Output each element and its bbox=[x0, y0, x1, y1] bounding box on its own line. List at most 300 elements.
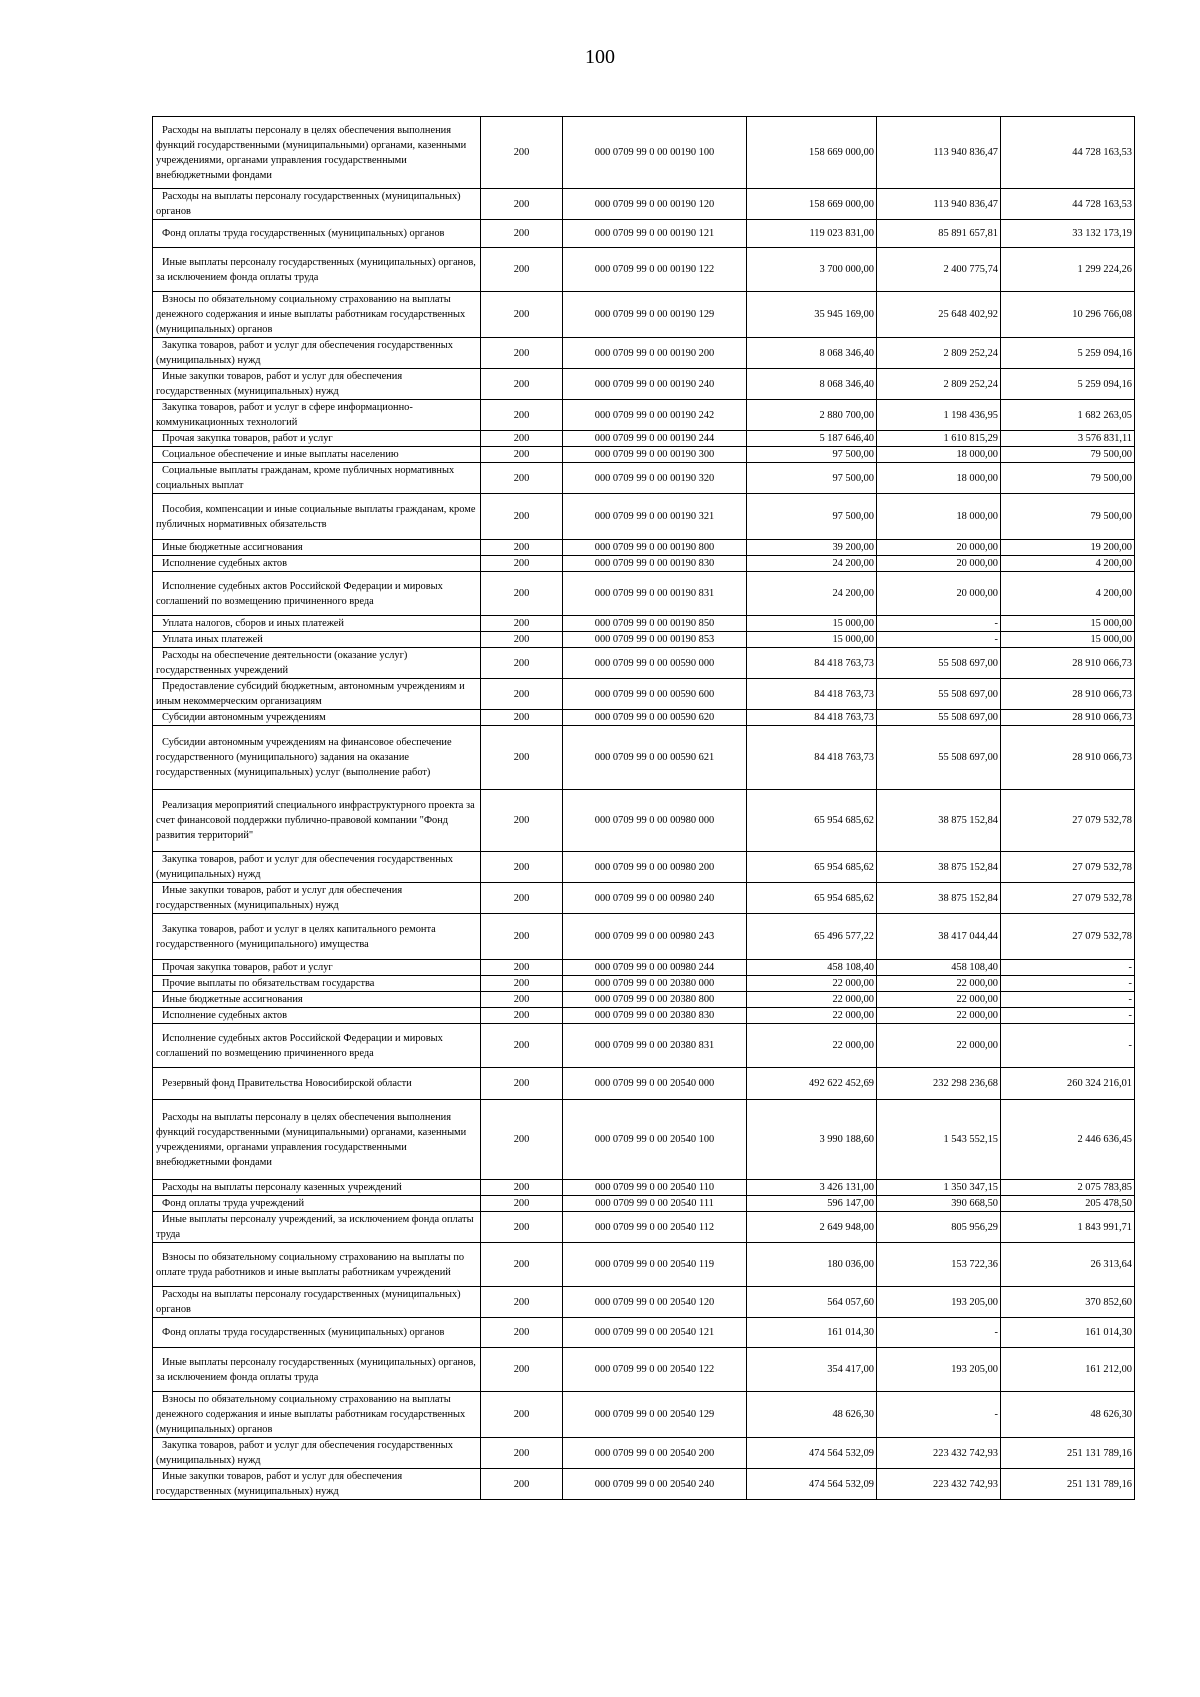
table-row bbox=[153, 852, 1135, 883]
row-line-code-cell: 200 bbox=[481, 1348, 563, 1392]
row-line-code-cell: 200 bbox=[481, 914, 563, 960]
row-executed-amount-cell: 223 432 742,93 bbox=[877, 1469, 1001, 1500]
row-executed-amount-cell: 55 508 697,00 bbox=[877, 648, 1001, 679]
row-executed-amount-cell: 2 809 252,24 bbox=[877, 338, 1001, 369]
row-line-code-cell: 200 bbox=[481, 431, 563, 447]
row-executed-amount-cell: - bbox=[877, 1392, 1001, 1438]
row-approved-amount-cell: 65 954 685,62 bbox=[747, 883, 877, 914]
table-row bbox=[153, 914, 1135, 960]
row-name-cell bbox=[153, 648, 481, 679]
row-line-code-cell: 200 bbox=[481, 572, 563, 616]
row-approved-amount-cell: 492 622 452,69 bbox=[747, 1068, 877, 1100]
row-budget-code-cell: 000 0709 99 0 00 00190 830 bbox=[563, 556, 747, 572]
row-name-cell bbox=[153, 572, 481, 616]
row-executed-amount-cell: 55 508 697,00 bbox=[877, 679, 1001, 710]
table-row bbox=[153, 1392, 1135, 1438]
row-name-cell bbox=[153, 292, 481, 338]
row-executed-amount-cell: 55 508 697,00 bbox=[877, 710, 1001, 726]
row-unexecuted-amount-cell: - bbox=[1001, 1008, 1135, 1024]
row-approved-amount-cell: 22 000,00 bbox=[747, 992, 877, 1008]
row-line-code-cell: 200 bbox=[481, 494, 563, 540]
row-line-code-cell: 200 bbox=[481, 369, 563, 400]
row-name-cell bbox=[153, 400, 481, 431]
table-row bbox=[153, 710, 1135, 726]
row-line-code-cell: 200 bbox=[481, 1100, 563, 1180]
row-executed-amount-cell: 22 000,00 bbox=[877, 1024, 1001, 1068]
row-budget-code-cell: 000 0709 99 0 00 00190 800 bbox=[563, 540, 747, 556]
row-line-code-cell: 200 bbox=[481, 1068, 563, 1100]
row-executed-amount-cell: - bbox=[877, 616, 1001, 632]
row-name-text: Иные закупки товаров, работ и услуг для обеспечения государственных (муниципальных) нужд bbox=[156, 371, 403, 397]
row-name-text: Уплата налогов, сборов и иных платежей bbox=[162, 618, 344, 629]
row-budget-code-cell: 000 0709 99 0 00 20540 119 bbox=[563, 1243, 747, 1287]
row-name-cell bbox=[153, 1068, 481, 1100]
row-unexecuted-amount-cell: 27 079 532,78 bbox=[1001, 852, 1135, 883]
row-name-cell bbox=[153, 960, 481, 976]
row-unexecuted-amount-cell: 27 079 532,78 bbox=[1001, 914, 1135, 960]
table-row bbox=[153, 338, 1135, 369]
row-approved-amount-cell: 22 000,00 bbox=[747, 1008, 877, 1024]
row-approved-amount-cell: 24 200,00 bbox=[747, 556, 877, 572]
row-unexecuted-amount-cell: 251 131 789,16 bbox=[1001, 1438, 1135, 1469]
row-name-cell bbox=[153, 1438, 481, 1469]
row-name-text: Прочая закупка товаров, работ и услуг bbox=[162, 433, 333, 444]
row-name-text: Реализация мероприятий специального инфраструктурного проекта за счет финансовой поддержки публично-правовой компании "Фонд развития территорий" bbox=[156, 800, 475, 841]
row-name-cell bbox=[153, 852, 481, 883]
row-unexecuted-amount-cell: 79 500,00 bbox=[1001, 494, 1135, 540]
row-budget-code-cell: 000 0709 99 0 00 00190 831 bbox=[563, 572, 747, 616]
table-row bbox=[153, 1068, 1135, 1100]
row-line-code-cell: 200 bbox=[481, 1212, 563, 1243]
row-executed-amount-cell: 22 000,00 bbox=[877, 992, 1001, 1008]
row-unexecuted-amount-cell: 161 212,00 bbox=[1001, 1348, 1135, 1392]
row-approved-amount-cell: 458 108,40 bbox=[747, 960, 877, 976]
row-approved-amount-cell: 97 500,00 bbox=[747, 463, 877, 494]
table-row bbox=[153, 400, 1135, 431]
row-line-code-cell: 200 bbox=[481, 1243, 563, 1287]
row-name-cell bbox=[153, 1469, 481, 1500]
row-unexecuted-amount-cell: 1 299 224,26 bbox=[1001, 248, 1135, 292]
row-budget-code-cell: 000 0709 99 0 00 00190 122 bbox=[563, 248, 747, 292]
table-row bbox=[153, 220, 1135, 248]
row-budget-code-cell: 000 0709 99 0 00 20540 240 bbox=[563, 1469, 747, 1500]
row-executed-amount-cell: 1 198 436,95 bbox=[877, 400, 1001, 431]
row-line-code-cell: 200 bbox=[481, 648, 563, 679]
row-approved-amount-cell: 8 068 346,40 bbox=[747, 369, 877, 400]
table-row bbox=[153, 431, 1135, 447]
row-line-code-cell: 200 bbox=[481, 883, 563, 914]
row-budget-code-cell: 000 0709 99 0 00 00190 321 bbox=[563, 494, 747, 540]
row-unexecuted-amount-cell: 15 000,00 bbox=[1001, 616, 1135, 632]
row-unexecuted-amount-cell: 161 014,30 bbox=[1001, 1318, 1135, 1348]
row-name-text: Иные закупки товаров, работ и услуг для обеспечения государственных (муниципальных) нужд bbox=[156, 1471, 403, 1497]
row-unexecuted-amount-cell: 1 843 991,71 bbox=[1001, 1212, 1135, 1243]
row-executed-amount-cell: 1 543 552,15 bbox=[877, 1100, 1001, 1180]
table-row bbox=[153, 679, 1135, 710]
row-line-code-cell: 200 bbox=[481, 790, 563, 852]
row-line-code-cell: 200 bbox=[481, 338, 563, 369]
row-line-code-cell: 200 bbox=[481, 1287, 563, 1318]
row-name-text: Иные закупки товаров, работ и услуг для обеспечения государственных (муниципальных) нужд bbox=[156, 885, 403, 911]
row-line-code-cell: 200 bbox=[481, 976, 563, 992]
row-approved-amount-cell: 474 564 532,09 bbox=[747, 1469, 877, 1500]
row-budget-code-cell: 000 0709 99 0 00 00190 240 bbox=[563, 369, 747, 400]
row-unexecuted-amount-cell: 5 259 094,16 bbox=[1001, 369, 1135, 400]
row-approved-amount-cell: 2 649 948,00 bbox=[747, 1212, 877, 1243]
row-executed-amount-cell: 1 610 815,29 bbox=[877, 431, 1001, 447]
row-budget-code-cell: 000 0709 99 0 00 00190 120 bbox=[563, 189, 747, 220]
row-line-code-cell: 200 bbox=[481, 117, 563, 189]
row-approved-amount-cell: 39 200,00 bbox=[747, 540, 877, 556]
row-unexecuted-amount-cell: - bbox=[1001, 1024, 1135, 1068]
row-name-text: Пособия, компенсации и иные социальные выплаты гражданам, кроме публичных нормативных обязательств bbox=[156, 503, 476, 530]
row-name-text: Взносы по обязательному социальному страхованию на выплаты денежного содержания и иные выплаты работникам государственных (муниципальных) органов bbox=[156, 1394, 466, 1435]
row-approved-amount-cell: 161 014,30 bbox=[747, 1318, 877, 1348]
row-name-text: Иные бюджетные ассигнования bbox=[162, 994, 303, 1005]
row-line-code-cell: 200 bbox=[481, 220, 563, 248]
row-executed-amount-cell: 805 956,29 bbox=[877, 1212, 1001, 1243]
row-line-code-cell: 200 bbox=[481, 1392, 563, 1438]
table-row bbox=[153, 632, 1135, 648]
row-unexecuted-amount-cell: 48 626,30 bbox=[1001, 1392, 1135, 1438]
row-line-code-cell: 200 bbox=[481, 852, 563, 883]
row-name-cell bbox=[153, 369, 481, 400]
row-budget-code-cell: 000 0709 99 0 00 20540 200 bbox=[563, 1438, 747, 1469]
row-line-code-cell: 200 bbox=[481, 726, 563, 790]
row-budget-code-cell: 000 0709 99 0 00 00190 242 bbox=[563, 400, 747, 431]
row-name-cell bbox=[153, 1100, 481, 1180]
row-executed-amount-cell: 223 432 742,93 bbox=[877, 1438, 1001, 1469]
budget-execution-table bbox=[152, 116, 1135, 1500]
row-name-text: Закупка товаров, работ и услуг для обеспечения государственных (муниципальных) нужд bbox=[156, 1440, 453, 1466]
row-unexecuted-amount-cell: 1 682 263,05 bbox=[1001, 400, 1135, 431]
row-name-cell bbox=[153, 1024, 481, 1068]
table-row bbox=[153, 648, 1135, 679]
row-budget-code-cell: 000 0709 99 0 00 00590 621 bbox=[563, 726, 747, 790]
row-line-code-cell: 200 bbox=[481, 1318, 563, 1348]
row-name-text: Социальное обеспечение и иные выплаты населению bbox=[162, 449, 399, 460]
row-name-text: Расходы на выплаты персоналу в целях обеспечения выполнения функций государственными (муниципальными) органами, казенными учреждениями, органами управления государственными внебюджетными фондами bbox=[156, 124, 467, 181]
row-name-cell bbox=[153, 556, 481, 572]
row-approved-amount-cell: 48 626,30 bbox=[747, 1392, 877, 1438]
table-row bbox=[153, 726, 1135, 790]
row-line-code-cell: 200 bbox=[481, 447, 563, 463]
row-name-text: Исполнение судебных актов Российской Федерации и мировых соглашений по возмещению причиненного вреда bbox=[156, 580, 443, 607]
row-unexecuted-amount-cell: 10 296 766,08 bbox=[1001, 292, 1135, 338]
row-budget-code-cell: 000 0709 99 0 00 00190 850 bbox=[563, 616, 747, 632]
table-row bbox=[153, 248, 1135, 292]
row-name-text: Уплата иных платежей bbox=[162, 634, 263, 645]
row-approved-amount-cell: 3 426 131,00 bbox=[747, 1180, 877, 1196]
row-approved-amount-cell: 3 990 188,60 bbox=[747, 1100, 877, 1180]
row-name-text: Взносы по обязательному социальному страхованию на выплаты денежного содержания и иные выплаты работникам государственных (муниципальных) органов bbox=[156, 294, 466, 335]
row-unexecuted-amount-cell: 44 728 163,53 bbox=[1001, 117, 1135, 189]
row-name-cell bbox=[153, 679, 481, 710]
row-approved-amount-cell: 22 000,00 bbox=[747, 976, 877, 992]
row-name-text: Фонд оплаты труда государственных (муниципальных) органов bbox=[162, 1327, 445, 1338]
row-approved-amount-cell: 5 187 646,40 bbox=[747, 431, 877, 447]
row-executed-amount-cell: 38 417 044,44 bbox=[877, 914, 1001, 960]
row-name-cell bbox=[153, 1196, 481, 1212]
row-approved-amount-cell: 180 036,00 bbox=[747, 1243, 877, 1287]
row-name-cell bbox=[153, 790, 481, 852]
table-row bbox=[153, 369, 1135, 400]
row-name-text: Расходы на выплаты персоналу казенных учреждений bbox=[162, 1182, 402, 1193]
row-approved-amount-cell: 354 417,00 bbox=[747, 1348, 877, 1392]
row-line-code-cell: 200 bbox=[481, 679, 563, 710]
row-executed-amount-cell: 38 875 152,84 bbox=[877, 883, 1001, 914]
row-approved-amount-cell: 97 500,00 bbox=[747, 447, 877, 463]
row-name-text: Иные выплаты персоналу государственных (муниципальных) органов, за исключением фонда оплаты труда bbox=[156, 256, 476, 283]
row-budget-code-cell: 000 0709 99 0 00 00980 244 bbox=[563, 960, 747, 976]
row-approved-amount-cell: 158 669 000,00 bbox=[747, 189, 877, 220]
row-approved-amount-cell: 22 000,00 bbox=[747, 1024, 877, 1068]
row-approved-amount-cell: 24 200,00 bbox=[747, 572, 877, 616]
row-budget-code-cell: 000 0709 99 0 00 00590 600 bbox=[563, 679, 747, 710]
row-approved-amount-cell: 84 418 763,73 bbox=[747, 726, 877, 790]
row-line-code-cell: 200 bbox=[481, 1196, 563, 1212]
row-name-text: Закупка товаров, работ и услуг в целях капитального ремонта государственного (муниципального) имущества bbox=[156, 923, 436, 950]
row-name-cell bbox=[153, 914, 481, 960]
row-name-cell bbox=[153, 338, 481, 369]
row-name-cell bbox=[153, 431, 481, 447]
row-executed-amount-cell: 22 000,00 bbox=[877, 1008, 1001, 1024]
row-name-text: Закупка товаров, работ и услуг в сфере информационно-коммуникационных технологий bbox=[156, 402, 413, 428]
row-unexecuted-amount-cell: - bbox=[1001, 960, 1135, 976]
row-budget-code-cell: 000 0709 99 0 00 20540 120 bbox=[563, 1287, 747, 1318]
row-executed-amount-cell: 20 000,00 bbox=[877, 556, 1001, 572]
table-row bbox=[153, 1438, 1135, 1469]
row-budget-code-cell: 000 0709 99 0 00 20380 800 bbox=[563, 992, 747, 1008]
row-unexecuted-amount-cell: - bbox=[1001, 976, 1135, 992]
row-executed-amount-cell: 232 298 236,68 bbox=[877, 1068, 1001, 1100]
row-name-text: Расходы на выплаты персоналу в целях обеспечения выполнения функций государственными (муниципальными) органами, казенными учреждениями, органами управления государственными внебюджетными фондами bbox=[156, 1111, 467, 1168]
row-executed-amount-cell: 2 809 252,24 bbox=[877, 369, 1001, 400]
row-executed-amount-cell: 113 940 836,47 bbox=[877, 189, 1001, 220]
table-row bbox=[153, 447, 1135, 463]
row-budget-code-cell: 000 0709 99 0 00 20540 129 bbox=[563, 1392, 747, 1438]
row-name-text: Закупка товаров, работ и услуг для обеспечения государственных (муниципальных) нужд bbox=[156, 854, 453, 880]
table-row bbox=[153, 189, 1135, 220]
row-budget-code-cell: 000 0709 99 0 00 20540 000 bbox=[563, 1068, 747, 1100]
row-approved-amount-cell: 3 700 000,00 bbox=[747, 248, 877, 292]
row-budget-code-cell: 000 0709 99 0 00 20380 831 bbox=[563, 1024, 747, 1068]
row-unexecuted-amount-cell: 27 079 532,78 bbox=[1001, 790, 1135, 852]
row-line-code-cell: 200 bbox=[481, 1180, 563, 1196]
row-budget-code-cell: 000 0709 99 0 00 00190 244 bbox=[563, 431, 747, 447]
row-budget-code-cell: 000 0709 99 0 00 20540 111 bbox=[563, 1196, 747, 1212]
table-row bbox=[153, 616, 1135, 632]
row-line-code-cell: 200 bbox=[481, 616, 563, 632]
row-approved-amount-cell: 65 954 685,62 bbox=[747, 852, 877, 883]
row-budget-code-cell: 000 0709 99 0 00 20540 122 bbox=[563, 1348, 747, 1392]
row-executed-amount-cell: 113 940 836,47 bbox=[877, 117, 1001, 189]
row-executed-amount-cell: 38 875 152,84 bbox=[877, 852, 1001, 883]
row-approved-amount-cell: 15 000,00 bbox=[747, 632, 877, 648]
row-executed-amount-cell: 1 350 347,15 bbox=[877, 1180, 1001, 1196]
row-budget-code-cell: 000 0709 99 0 00 20540 100 bbox=[563, 1100, 747, 1180]
row-budget-code-cell: 000 0709 99 0 00 00980 243 bbox=[563, 914, 747, 960]
table-row bbox=[153, 1196, 1135, 1212]
row-budget-code-cell: 000 0709 99 0 00 20540 112 bbox=[563, 1212, 747, 1243]
row-executed-amount-cell: 153 722,36 bbox=[877, 1243, 1001, 1287]
row-line-code-cell: 200 bbox=[481, 248, 563, 292]
row-executed-amount-cell: 193 205,00 bbox=[877, 1348, 1001, 1392]
row-unexecuted-amount-cell: 44 728 163,53 bbox=[1001, 189, 1135, 220]
table-row bbox=[153, 883, 1135, 914]
row-name-text: Иные выплаты персоналу государственных (муниципальных) органов, за исключением фонда оплаты труда bbox=[156, 1356, 476, 1383]
row-budget-code-cell: 000 0709 99 0 00 20540 121 bbox=[563, 1318, 747, 1348]
row-line-code-cell: 200 bbox=[481, 400, 563, 431]
row-name-cell bbox=[153, 976, 481, 992]
row-unexecuted-amount-cell: 79 500,00 bbox=[1001, 447, 1135, 463]
row-budget-code-cell: 000 0709 99 0 00 20540 110 bbox=[563, 1180, 747, 1196]
page-number: 100 bbox=[585, 46, 615, 68]
table-row bbox=[153, 1008, 1135, 1024]
row-approved-amount-cell: 65 496 577,22 bbox=[747, 914, 877, 960]
row-unexecuted-amount-cell: 28 910 066,73 bbox=[1001, 679, 1135, 710]
table-row bbox=[153, 976, 1135, 992]
row-approved-amount-cell: 564 057,60 bbox=[747, 1287, 877, 1318]
row-name-text: Закупка товаров, работ и услуг для обеспечения государственных (муниципальных) нужд bbox=[156, 340, 453, 366]
row-budget-code-cell: 000 0709 99 0 00 00980 240 bbox=[563, 883, 747, 914]
row-executed-amount-cell: 22 000,00 bbox=[877, 976, 1001, 992]
table-row bbox=[153, 540, 1135, 556]
row-line-code-cell: 200 bbox=[481, 992, 563, 1008]
row-unexecuted-amount-cell: 205 478,50 bbox=[1001, 1196, 1135, 1212]
table-row bbox=[153, 1024, 1135, 1068]
row-name-cell bbox=[153, 616, 481, 632]
row-name-text: Предоставление субсидий бюджетным, автономным учреждениям и иным некоммерческим организациям bbox=[156, 681, 465, 707]
row-name-cell bbox=[153, 726, 481, 790]
row-approved-amount-cell: 15 000,00 bbox=[747, 616, 877, 632]
row-approved-amount-cell: 8 068 346,40 bbox=[747, 338, 877, 369]
row-name-cell bbox=[153, 117, 481, 189]
row-name-text: Прочие выплаты по обязательствам государства bbox=[162, 978, 375, 989]
row-name-text: Взносы по обязательному социальному страхованию на выплаты по оплате труда работников и иные выплаты работникам учреждений bbox=[156, 1251, 465, 1278]
row-executed-amount-cell: 38 875 152,84 bbox=[877, 790, 1001, 852]
table-row bbox=[153, 1212, 1135, 1243]
table-row bbox=[153, 572, 1135, 616]
row-budget-code-cell: 000 0709 99 0 00 00190 100 bbox=[563, 117, 747, 189]
row-name-text: Социальные выплаты гражданам, кроме публичных нормативных социальных выплат bbox=[156, 465, 455, 491]
row-unexecuted-amount-cell: 5 259 094,16 bbox=[1001, 338, 1135, 369]
row-name-cell bbox=[153, 1180, 481, 1196]
row-budget-code-cell: 000 0709 99 0 00 00980 000 bbox=[563, 790, 747, 852]
row-unexecuted-amount-cell: 33 132 173,19 bbox=[1001, 220, 1135, 248]
row-executed-amount-cell: 85 891 657,81 bbox=[877, 220, 1001, 248]
row-approved-amount-cell: 474 564 532,09 bbox=[747, 1438, 877, 1469]
row-budget-code-cell: 000 0709 99 0 00 00590 000 bbox=[563, 648, 747, 679]
row-name-cell bbox=[153, 883, 481, 914]
row-name-text: Фонд оплаты труда государственных (муниципальных) органов bbox=[162, 228, 445, 239]
row-unexecuted-amount-cell: 28 910 066,73 bbox=[1001, 648, 1135, 679]
row-name-text: Фонд оплаты труда учреждений bbox=[162, 1198, 305, 1209]
row-budget-code-cell: 000 0709 99 0 00 00190 320 bbox=[563, 463, 747, 494]
row-line-code-cell: 200 bbox=[481, 1438, 563, 1469]
row-budget-code-cell: 000 0709 99 0 00 00980 200 bbox=[563, 852, 747, 883]
row-name-cell bbox=[153, 189, 481, 220]
row-line-code-cell: 200 bbox=[481, 632, 563, 648]
row-name-cell bbox=[153, 1392, 481, 1438]
row-line-code-cell: 200 bbox=[481, 1024, 563, 1068]
row-unexecuted-amount-cell: 28 910 066,73 bbox=[1001, 710, 1135, 726]
row-approved-amount-cell: 84 418 763,73 bbox=[747, 679, 877, 710]
row-executed-amount-cell: 18 000,00 bbox=[877, 447, 1001, 463]
row-name-text: Иные выплаты персоналу учреждений, за исключением фонда оплаты труда bbox=[156, 1214, 474, 1240]
row-approved-amount-cell: 97 500,00 bbox=[747, 494, 877, 540]
row-name-text: Исполнение судебных актов bbox=[162, 1010, 287, 1021]
row-approved-amount-cell: 84 418 763,73 bbox=[747, 648, 877, 679]
row-executed-amount-cell: 2 400 775,74 bbox=[877, 248, 1001, 292]
row-approved-amount-cell: 119 023 831,00 bbox=[747, 220, 877, 248]
row-unexecuted-amount-cell: 2 075 783,85 bbox=[1001, 1180, 1135, 1196]
row-name-cell bbox=[153, 1287, 481, 1318]
row-budget-code-cell: 000 0709 99 0 00 00190 129 bbox=[563, 292, 747, 338]
row-unexecuted-amount-cell: 3 576 831,11 bbox=[1001, 431, 1135, 447]
table-row bbox=[153, 463, 1135, 494]
row-executed-amount-cell: 18 000,00 bbox=[877, 494, 1001, 540]
row-line-code-cell: 200 bbox=[481, 556, 563, 572]
row-name-cell bbox=[153, 710, 481, 726]
row-executed-amount-cell: 458 108,40 bbox=[877, 960, 1001, 976]
row-unexecuted-amount-cell: - bbox=[1001, 992, 1135, 1008]
row-name-cell bbox=[153, 1008, 481, 1024]
row-line-code-cell: 200 bbox=[481, 1469, 563, 1500]
row-line-code-cell: 200 bbox=[481, 710, 563, 726]
table-row bbox=[153, 556, 1135, 572]
row-approved-amount-cell: 2 880 700,00 bbox=[747, 400, 877, 431]
row-unexecuted-amount-cell: 26 313,64 bbox=[1001, 1243, 1135, 1287]
row-name-cell bbox=[153, 248, 481, 292]
row-approved-amount-cell: 65 954 685,62 bbox=[747, 790, 877, 852]
row-unexecuted-amount-cell: 28 910 066,73 bbox=[1001, 726, 1135, 790]
row-executed-amount-cell: 390 668,50 bbox=[877, 1196, 1001, 1212]
table-row bbox=[153, 1287, 1135, 1318]
row-name-text: Исполнение судебных актов bbox=[162, 558, 287, 569]
row-unexecuted-amount-cell: 370 852,60 bbox=[1001, 1287, 1135, 1318]
row-line-code-cell: 200 bbox=[481, 189, 563, 220]
row-unexecuted-amount-cell: 2 446 636,45 bbox=[1001, 1100, 1135, 1180]
row-name-cell bbox=[153, 463, 481, 494]
row-unexecuted-amount-cell: 15 000,00 bbox=[1001, 632, 1135, 648]
row-budget-code-cell: 000 0709 99 0 00 00190 300 bbox=[563, 447, 747, 463]
row-name-text: Расходы на выплаты персоналу государственных (муниципальных) органов bbox=[156, 1289, 461, 1315]
row-name-cell bbox=[153, 1348, 481, 1392]
table-row bbox=[153, 1243, 1135, 1287]
row-name-cell bbox=[153, 220, 481, 248]
row-line-code-cell: 200 bbox=[481, 540, 563, 556]
row-name-text: Резервный фонд Правительства Новосибирской области bbox=[162, 1078, 412, 1089]
row-line-code-cell: 200 bbox=[481, 1008, 563, 1024]
row-approved-amount-cell: 158 669 000,00 bbox=[747, 117, 877, 189]
table-row bbox=[153, 494, 1135, 540]
row-approved-amount-cell: 596 147,00 bbox=[747, 1196, 877, 1212]
row-name-cell bbox=[153, 992, 481, 1008]
row-name-cell bbox=[153, 447, 481, 463]
row-budget-code-cell: 000 0709 99 0 00 20380 830 bbox=[563, 1008, 747, 1024]
row-name-text: Субсидии автономным учреждениям на финансовое обеспечение государственного (муниципального) задания на оказание государственных (муниципальных) услуг (выполнение работ) bbox=[156, 737, 452, 778]
table-row bbox=[153, 1469, 1135, 1500]
row-executed-amount-cell: - bbox=[877, 1318, 1001, 1348]
row-unexecuted-amount-cell: 4 200,00 bbox=[1001, 556, 1135, 572]
row-approved-amount-cell: 84 418 763,73 bbox=[747, 710, 877, 726]
row-unexecuted-amount-cell: 4 200,00 bbox=[1001, 572, 1135, 616]
row-line-code-cell: 200 bbox=[481, 463, 563, 494]
row-executed-amount-cell: 20 000,00 bbox=[877, 572, 1001, 616]
table-row bbox=[153, 1100, 1135, 1180]
table-row bbox=[153, 117, 1135, 189]
